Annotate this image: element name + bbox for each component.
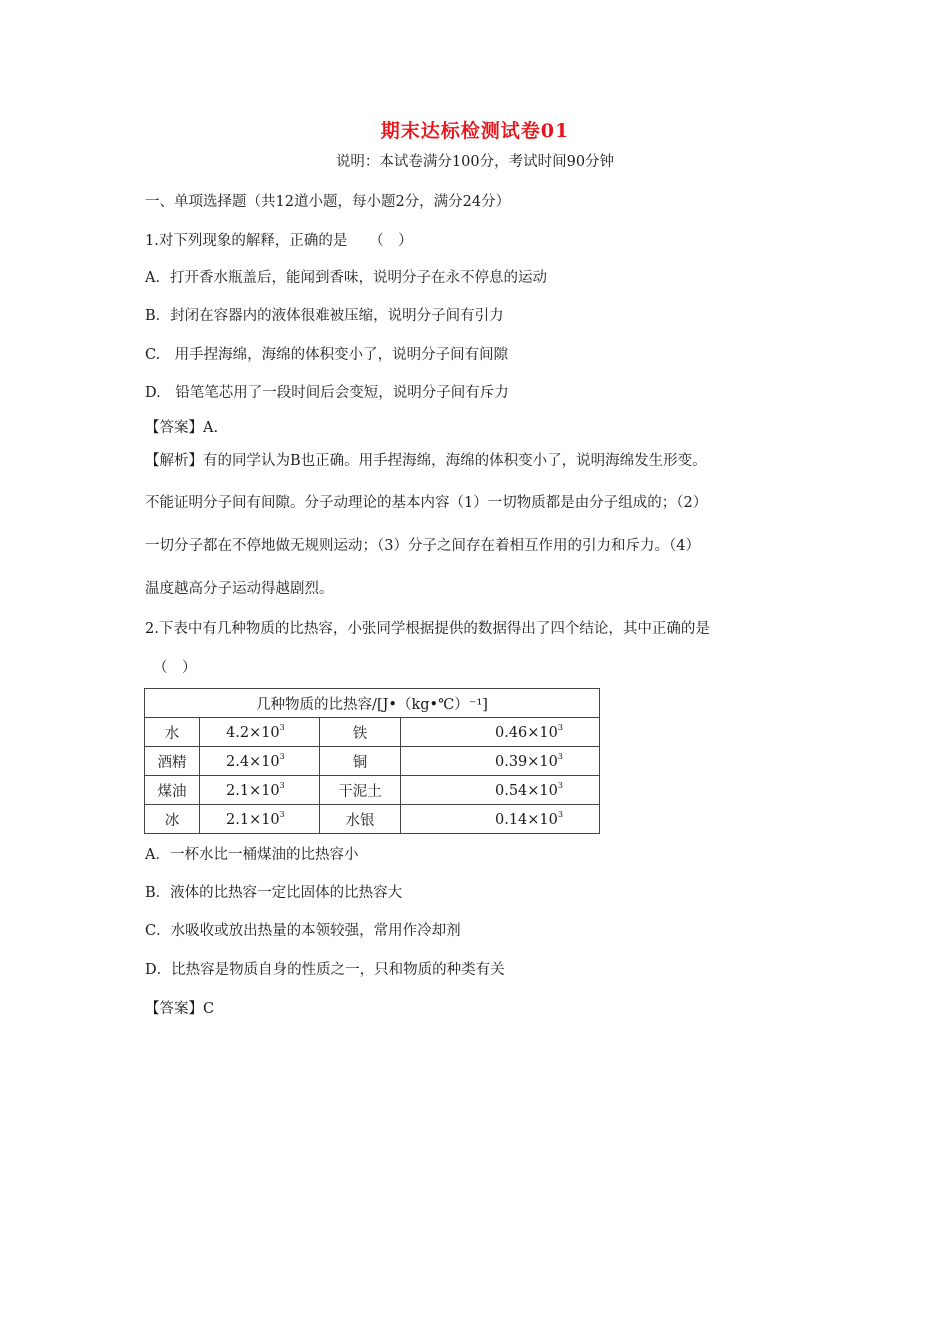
substance-cell: 冰 bbox=[145, 805, 200, 834]
q1-analysis-line: 【解析】有的同学认为B也正确。用手捏海绵，海绵的体积变小了，说明海绵发生形变。 bbox=[145, 453, 707, 469]
q1-analysis-line: 一切分子都在不停地做无规则运动；（3）分子之间存在着相互作用的引力和斥力。（4） bbox=[145, 538, 700, 554]
table-row bbox=[145, 747, 600, 776]
q1-answer: 【答案】A. bbox=[145, 420, 219, 436]
value-cell: $2.1\times 10^3$ bbox=[200, 776, 320, 805]
q1-analysis-line: 温度越高分子运动得越剧烈。 bbox=[145, 581, 334, 597]
value-cell: $0.39\times 10^3$ bbox=[401, 747, 600, 776]
q2-answer-paren: （ ） bbox=[153, 660, 197, 676]
q2-option-b: B．液体的比热容一定比固体的比热容大 bbox=[145, 885, 403, 901]
exam-instructions: 说明：本试卷满分100分，考试时间90分钟 bbox=[335, 154, 615, 170]
table-header: 几种物质的比热容/[J•（kg•℃）⁻¹] bbox=[145, 689, 600, 718]
q2-option-c: C．水吸收或放出热量的本领较强，常用作冷却剂 bbox=[145, 923, 461, 939]
q2-option-a: A．一杯水比一桶煤油的比热容小 bbox=[145, 847, 359, 863]
table-row bbox=[145, 718, 600, 747]
q1-option-a: A．打开香水瓶盖后，能闻到香味，说明分子在永不停息的运动 bbox=[145, 270, 547, 286]
specific-heat-table bbox=[144, 688, 600, 834]
value-cell: $2.1\times 10^3$ bbox=[200, 805, 320, 834]
substance-cell: 干泥土 bbox=[320, 776, 401, 805]
substance-cell: 酒精 bbox=[145, 747, 200, 776]
q2-option-d: D．比热容是物质自身的性质之一，只和物质的种类有关 bbox=[145, 962, 505, 978]
q2-stem: 2.下表中有几种物质的比热容，小张同学根据提供的数据得出了四个结论，其中正确的是 bbox=[145, 621, 710, 637]
substance-cell: 铁 bbox=[320, 718, 401, 747]
page-title: 期末达标检测试卷01 bbox=[380, 120, 570, 142]
table-row bbox=[145, 776, 600, 805]
table-row bbox=[145, 805, 600, 834]
value-cell: $4.2\times 10^3$ bbox=[200, 718, 320, 747]
table-header-row bbox=[145, 689, 600, 718]
value-cell: $2.4\times 10^3$ bbox=[200, 747, 320, 776]
q1-option-d: D. 铅笔笔芯用了一段时间后会变短，说明分子间有斥力 bbox=[145, 385, 509, 401]
value-cell: $0.54\times 10^3$ bbox=[401, 776, 600, 805]
q1-option-b: B．封闭在容器内的液体很难被压缩，说明分子间有引力 bbox=[145, 308, 504, 324]
substance-cell: 水 bbox=[145, 718, 200, 747]
q1-option-c: C. 用手捏海绵，海绵的体积变小了，说明分子间有间隙 bbox=[145, 347, 509, 363]
section-heading: 一、单项选择题（共12道小题，每小题2分，满分24分） bbox=[145, 194, 511, 210]
q2-answer: 【答案】C bbox=[145, 1001, 215, 1017]
substance-cell: 水银 bbox=[320, 805, 401, 834]
value-cell: $0.14\times 10^3$ bbox=[401, 805, 600, 834]
q1-analysis-line: 不能证明分子间有间隙。分子动理论的基本内容（1）一切物质都是由分子组成的；（2） bbox=[145, 495, 708, 511]
substance-cell: 煤油 bbox=[145, 776, 200, 805]
substance-cell: 铜 bbox=[320, 747, 401, 776]
value-cell: $0.46\times 10^3$ bbox=[401, 718, 600, 747]
q1-stem: 1.对下列现象的解释，正确的是 （ ） bbox=[145, 233, 413, 249]
